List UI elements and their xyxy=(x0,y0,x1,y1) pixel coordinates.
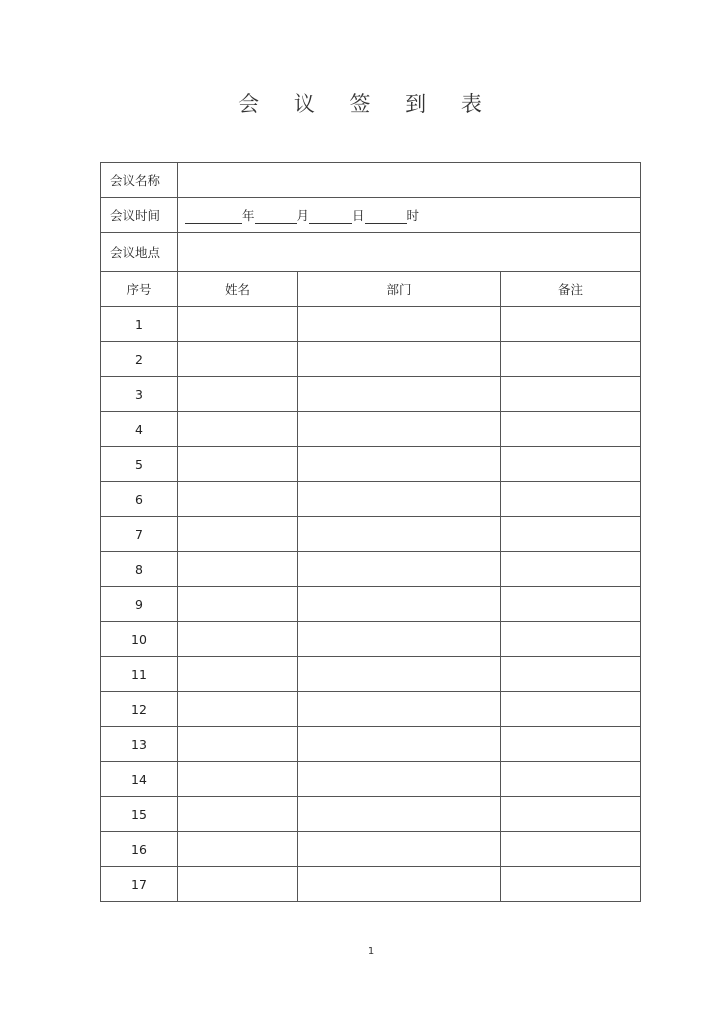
remarks-cell[interactable] xyxy=(501,727,641,762)
name-cell[interactable] xyxy=(178,762,298,797)
row-index-cell: 14 xyxy=(101,762,178,797)
name-cell[interactable] xyxy=(178,517,298,552)
row-index-cell: 1 xyxy=(101,307,178,342)
table-row xyxy=(101,867,641,902)
table-row xyxy=(101,587,641,622)
name-cell[interactable] xyxy=(178,622,298,657)
month-unit: 月 xyxy=(296,208,310,223)
name-cell[interactable] xyxy=(178,867,298,902)
department-cell[interactable] xyxy=(298,657,501,692)
row-index-cell: 15 xyxy=(101,797,178,832)
remarks-cell[interactable] xyxy=(501,552,641,587)
name-cell[interactable] xyxy=(178,552,298,587)
meeting-time-row xyxy=(101,198,641,233)
row-index-cell: 2 xyxy=(101,342,178,377)
remarks-cell[interactable] xyxy=(501,377,641,412)
column-header-row xyxy=(101,272,641,307)
row-index-cell: 13 xyxy=(101,727,178,762)
meeting-name-row xyxy=(101,163,641,198)
remarks-cell[interactable] xyxy=(501,412,641,447)
col-header-name: 姓名 xyxy=(178,272,298,307)
page-title: 会 议 签 到 表 xyxy=(238,92,496,116)
meeting-place-row xyxy=(101,233,641,272)
table-row xyxy=(101,307,641,342)
row-index-cell: 16 xyxy=(101,832,178,867)
department-cell[interactable] xyxy=(298,832,501,867)
remarks-cell[interactable] xyxy=(501,307,641,342)
remarks-cell[interactable] xyxy=(501,447,641,482)
department-cell[interactable] xyxy=(298,727,501,762)
department-cell[interactable] xyxy=(298,622,501,657)
department-cell[interactable] xyxy=(298,867,501,902)
department-cell[interactable] xyxy=(298,517,501,552)
table-row xyxy=(101,762,641,797)
table-row xyxy=(101,377,641,412)
meeting-place-field[interactable] xyxy=(178,233,641,272)
row-index-cell: 8 xyxy=(101,552,178,587)
remarks-cell[interactable] xyxy=(501,482,641,517)
meeting-name-label: 会议名称 xyxy=(101,163,178,198)
remarks-cell[interactable] xyxy=(501,622,641,657)
table-row xyxy=(101,517,641,552)
row-index-cell: 3 xyxy=(101,377,178,412)
department-cell[interactable] xyxy=(298,692,501,727)
name-cell[interactable] xyxy=(178,447,298,482)
table-row xyxy=(101,622,641,657)
meeting-name-field[interactable] xyxy=(178,163,641,198)
table-row xyxy=(101,342,641,377)
table-row xyxy=(101,657,641,692)
department-cell[interactable] xyxy=(298,377,501,412)
department-cell[interactable] xyxy=(298,797,501,832)
department-cell[interactable] xyxy=(298,447,501,482)
remarks-cell[interactable] xyxy=(501,517,641,552)
name-cell[interactable] xyxy=(178,727,298,762)
row-index-cell: 9 xyxy=(101,587,178,622)
row-index-cell: 12 xyxy=(101,692,178,727)
hour-blank[interactable] xyxy=(365,209,407,224)
department-cell[interactable] xyxy=(298,552,501,587)
col-header-remarks: 备注 xyxy=(501,272,641,307)
row-index-cell: 4 xyxy=(101,412,178,447)
name-cell[interactable] xyxy=(178,657,298,692)
name-cell[interactable] xyxy=(178,587,298,622)
row-index-cell: 7 xyxy=(101,517,178,552)
meeting-time-field xyxy=(178,198,641,233)
table-row xyxy=(101,727,641,762)
remarks-cell[interactable] xyxy=(501,657,641,692)
row-index-cell: 5 xyxy=(101,447,178,482)
department-cell[interactable] xyxy=(298,482,501,517)
hour-unit: 时 xyxy=(406,208,420,223)
row-index-cell: 11 xyxy=(101,657,178,692)
remarks-cell[interactable] xyxy=(501,587,641,622)
meeting-place-label: 会议地点 xyxy=(101,233,178,272)
year-unit: 年 xyxy=(242,208,255,223)
name-cell[interactable] xyxy=(178,377,298,412)
meeting-time-label: 会议时间 xyxy=(101,198,178,233)
name-cell[interactable] xyxy=(178,342,298,377)
department-cell[interactable] xyxy=(298,587,501,622)
department-cell[interactable] xyxy=(298,307,501,342)
table-row xyxy=(101,832,641,867)
row-index-cell: 17 xyxy=(101,867,178,902)
remarks-cell[interactable] xyxy=(501,867,641,902)
month-blank[interactable] xyxy=(255,209,297,224)
day-unit: 日 xyxy=(352,208,365,223)
row-index-cell: 10 xyxy=(101,622,178,657)
name-cell[interactable] xyxy=(178,482,298,517)
table-row xyxy=(101,692,641,727)
remarks-cell[interactable] xyxy=(501,762,641,797)
table-row xyxy=(101,447,641,482)
name-cell[interactable] xyxy=(178,797,298,832)
day-blank[interactable] xyxy=(309,209,352,224)
name-cell[interactable] xyxy=(178,307,298,342)
year-blank[interactable] xyxy=(185,209,242,224)
sign-in-table xyxy=(100,162,641,902)
remarks-cell[interactable] xyxy=(501,832,641,867)
remarks-cell[interactable] xyxy=(501,797,641,832)
table-row xyxy=(101,412,641,447)
department-cell[interactable] xyxy=(298,412,501,447)
table-row xyxy=(101,552,641,587)
name-cell[interactable] xyxy=(178,692,298,727)
col-header-index: 序号 xyxy=(101,272,178,307)
department-cell[interactable] xyxy=(298,342,501,377)
table-row xyxy=(101,482,641,517)
row-index-cell: 6 xyxy=(101,482,178,517)
table-row xyxy=(101,797,641,832)
remarks-cell[interactable] xyxy=(501,342,641,377)
name-cell[interactable] xyxy=(178,412,298,447)
page-number: 1 xyxy=(367,946,375,957)
col-header-department: 部门 xyxy=(298,272,501,307)
department-cell[interactable] xyxy=(298,762,501,797)
remarks-cell[interactable] xyxy=(501,692,641,727)
name-cell[interactable] xyxy=(178,832,298,867)
